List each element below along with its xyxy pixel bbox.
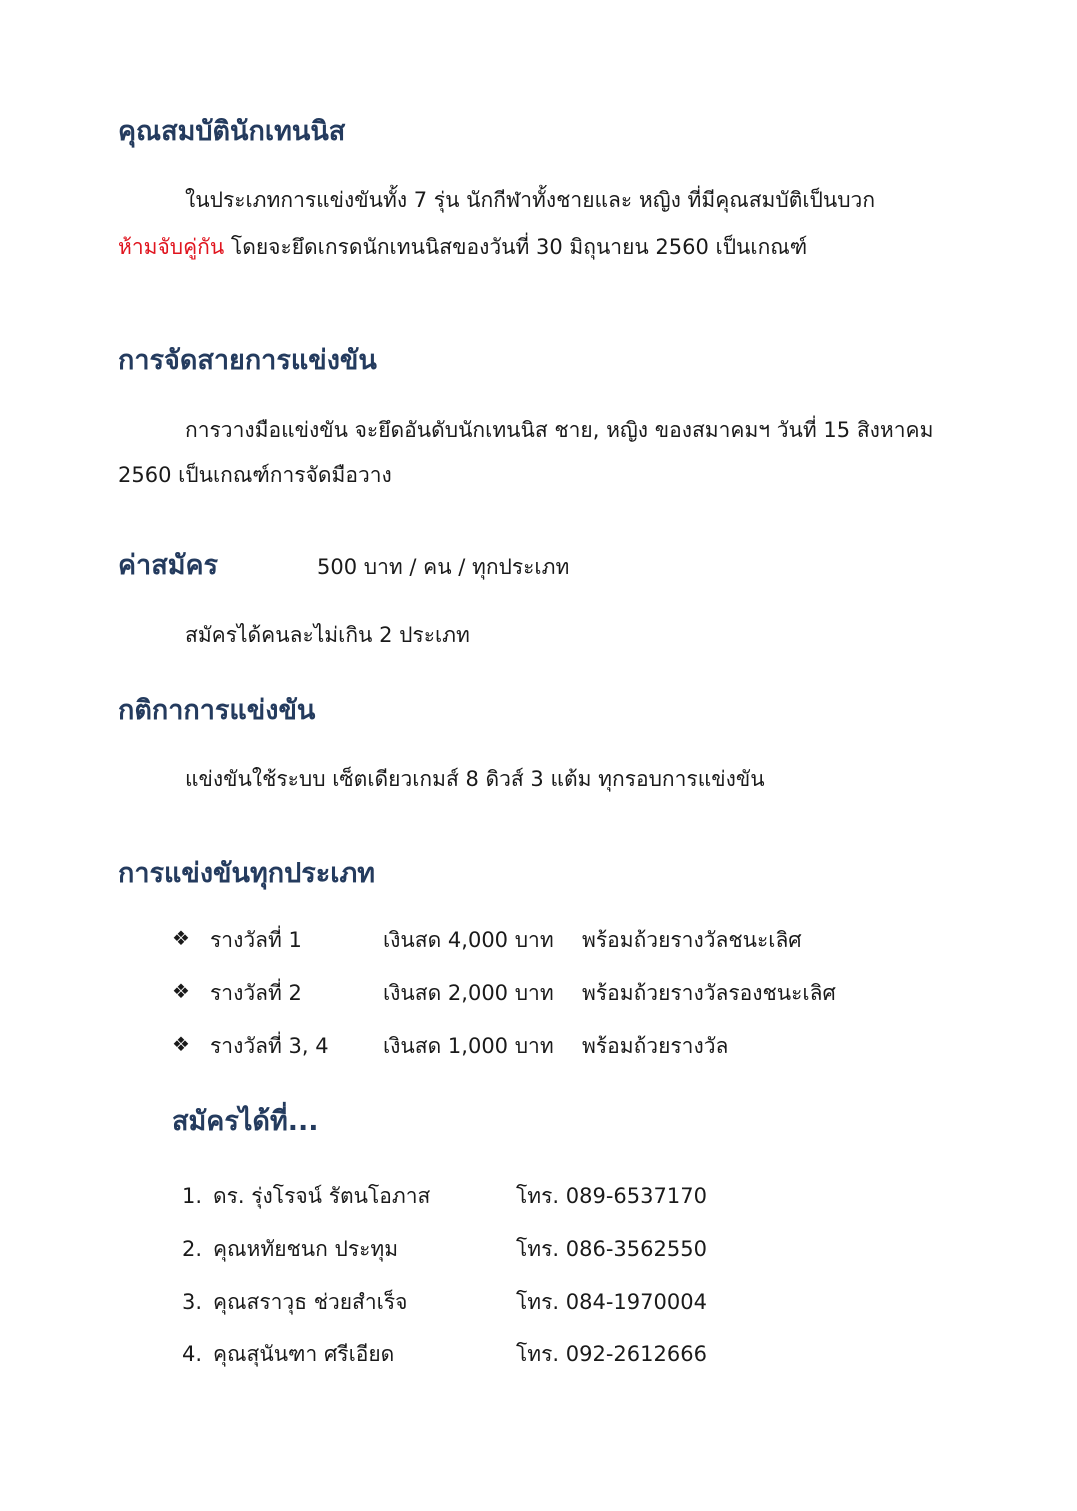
contact-number: 1. <box>182 1184 203 1208</box>
fee-amount: 500 บาท / คน / ทุกประเภท <box>317 555 570 579</box>
prizes-heading: การแข่งขันทุกประเภท <box>118 858 376 889</box>
contact-name: คุณสุนันฑา ศรีเอียด <box>213 1342 395 1366</box>
seeding-line-1: การวางมือแข่งขัน จะยึดอันดับนักเทนนิส ชาย, หญิง ของสมาคมฯ วันที่ 15 สิงหาคม <box>185 418 934 442</box>
prize-cash: เงินสด 4,000 บาท <box>383 928 554 952</box>
contact-phone: โทร. 086-3562550 <box>516 1237 707 1261</box>
contact-name: ดร. รุ่งโรจน์ รัตนโอภาส <box>213 1184 431 1208</box>
diamond-cluster-icon: ❖ <box>172 926 190 950</box>
prize-trophy: พร้อมถ้วยรางวัลรองชนะเลิศ <box>582 981 836 1005</box>
prize-place: รางวัลที่ 1 <box>210 928 302 952</box>
prize-trophy: พร้อมถ้วยรางวัลชนะเลิศ <box>582 928 802 952</box>
prize-cash: เงินสด 1,000 บาท <box>383 1034 554 1058</box>
contact-phone: โทร. 089-6537170 <box>516 1184 707 1208</box>
diamond-cluster-icon: ❖ <box>172 979 190 1003</box>
contact-phone: โทร. 084-1970004 <box>516 1290 707 1314</box>
diamond-cluster-icon: ❖ <box>172 1032 190 1056</box>
seeding-heading: การจัดสายการแข่งขัน <box>118 345 377 376</box>
prize-cash: เงินสด 2,000 บาท <box>383 981 554 1005</box>
rules-heading: กติกาการแข่งขัน <box>118 695 316 726</box>
contact-number: 2. <box>182 1237 203 1261</box>
contacts-heading: สมัครได้ที่... <box>172 1106 319 1137</box>
qualification-line-1: ในประเภทการแข่งขันทั้ง 7 รุ่น นักกีฬาทั้งชายและ หญิง ที่มีคุณสมบัติเป็นบวก <box>185 188 876 212</box>
contact-number: 4. <box>182 1342 203 1366</box>
contact-number: 3. <box>182 1290 203 1314</box>
prize-trophy: พร้อมถ้วยรางวัล <box>582 1034 729 1058</box>
contact-name: คุณสราวุธ ช่วยสำเร็จ <box>213 1290 408 1314</box>
fee-heading: ค่าสมัคร <box>118 550 219 581</box>
contact-name: คุณหทัยชนก ประทุม <box>213 1237 399 1261</box>
fee-note: สมัครได้คนละไม่เกิน 2 ประเภท <box>185 623 470 647</box>
qualification-heading: คุณสมบัตินักเทนนิส <box>118 116 346 147</box>
prize-place: รางวัลที่ 3, 4 <box>210 1034 329 1058</box>
prize-place: รางวัลที่ 2 <box>210 981 302 1005</box>
no-pairing-highlight: ห้ามจับคู่กัน <box>118 235 225 259</box>
qualification-line-2 <box>118 237 807 258</box>
contact-phone: โทร. 092-2612666 <box>516 1342 707 1366</box>
rules-line-1: แข่งขันใช้ระบบ เซ็ตเดียวเกมส์ 8 ดิวส์ 3 แต้ม ทุกรอบการแข่งขัน <box>185 767 765 791</box>
seeding-line-2: 2560 เป็นเกณฑ์การจัดมือวาง <box>118 463 392 487</box>
qualification-line-2-rest: โดยจะยึดเกรดนักเทนนิสของวันที่ 30 มิถุนายน 2560 เป็นเกณฑ์ <box>230 235 808 259</box>
